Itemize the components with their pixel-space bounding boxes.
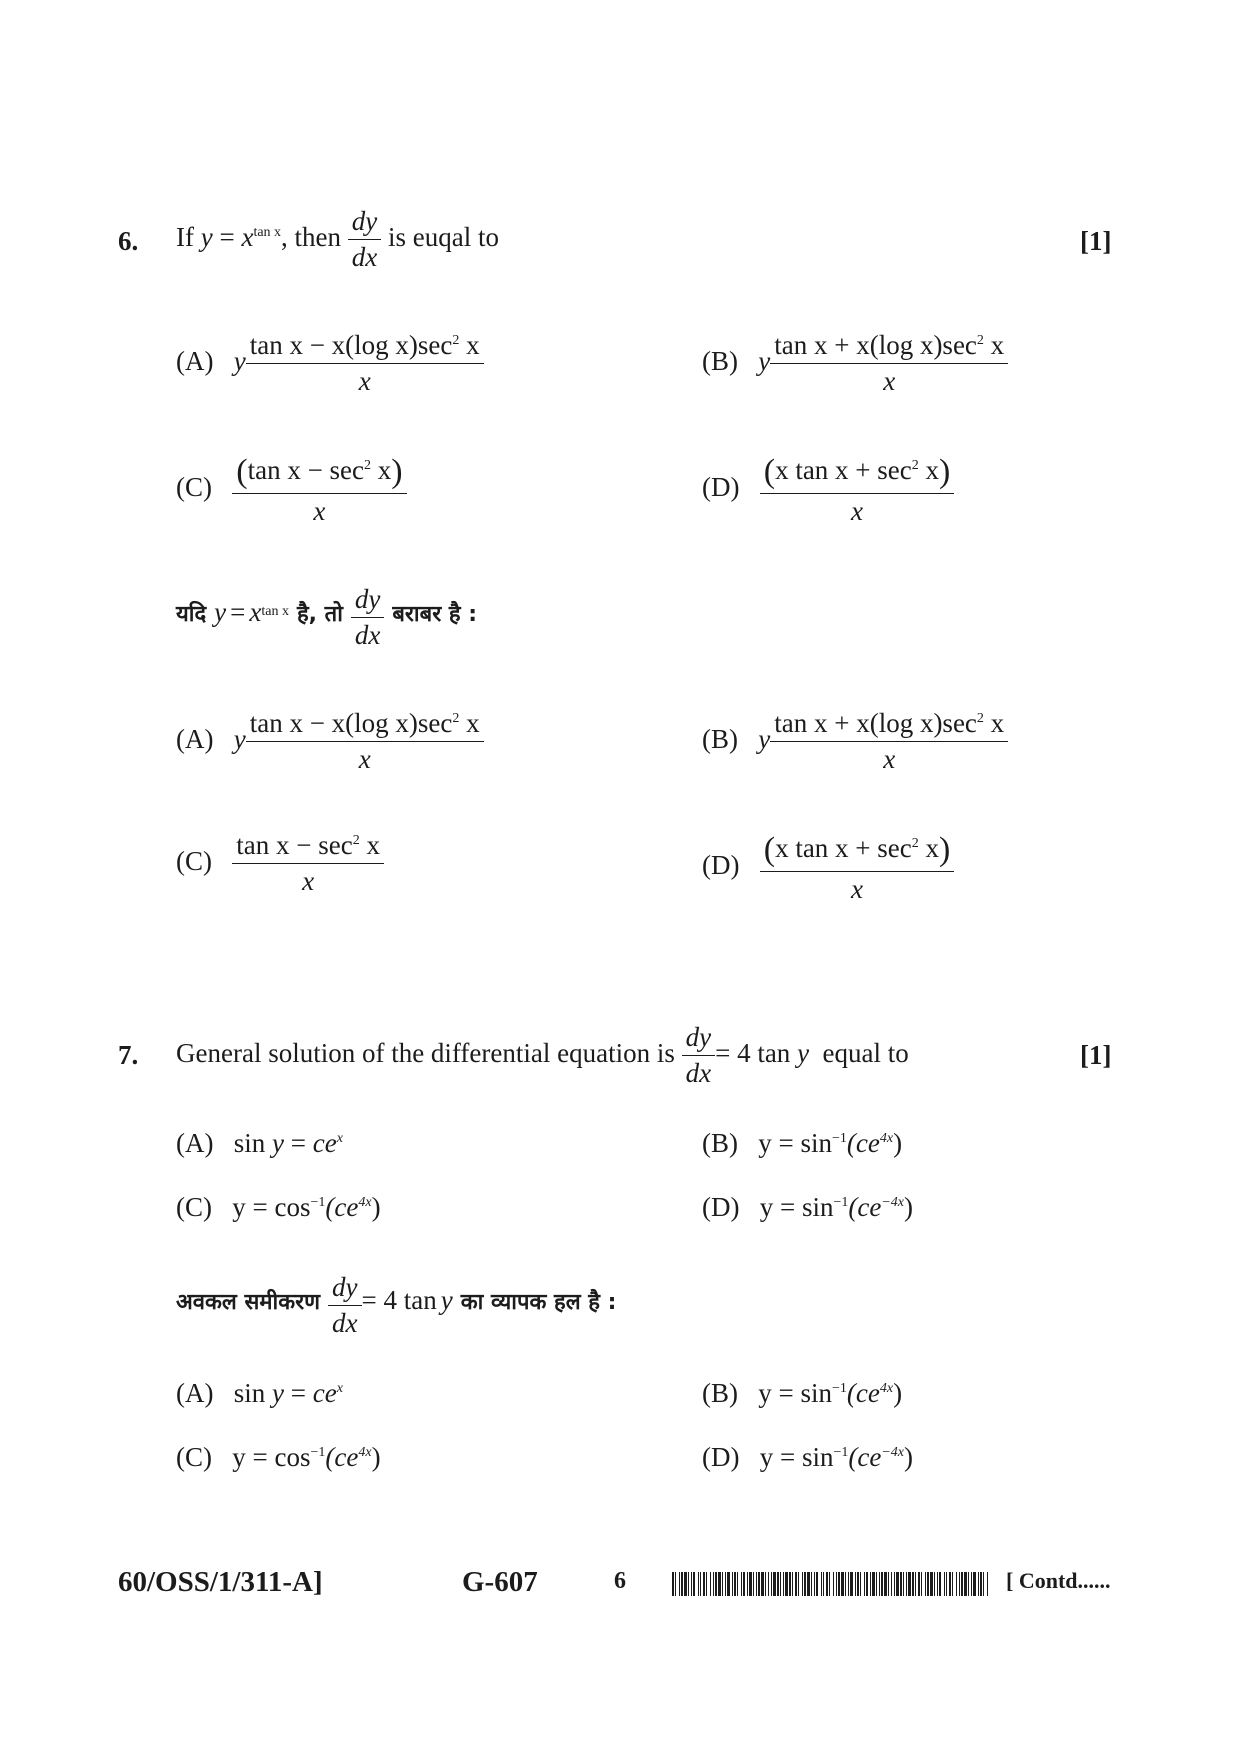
q7-hi-option-c [176,1442,381,1473]
q7-en-option-b [702,1128,902,1159]
q6-en-option-b [702,330,1008,397]
option-fraction [770,708,1008,775]
function-name: y = sin [758,1128,832,1158]
close-paren: ) [904,1442,914,1472]
question-6-marks: [1] [1080,226,1112,256]
var-y: y [272,1128,284,1158]
hindi-text: अवकल समीकरण [176,1290,321,1316]
option-label: (D) [702,471,740,502]
option-fraction [232,830,384,897]
function-name: sin [233,1128,266,1158]
exponent: x [336,1381,343,1396]
q7-en-option-d [702,1192,913,1223]
fraction-numerator [770,330,1008,364]
expression: ce [312,1128,337,1158]
fraction-denominator: x [313,496,326,527]
option-label: (A) [176,1378,214,1408]
expression: (ce [325,1442,359,1472]
option-label: (B) [702,345,738,376]
fraction-numerator [770,708,1008,742]
question-6-stem-en [176,206,499,273]
open-paren: ( [763,831,776,868]
exponent: 2 [452,711,460,726]
numerator-part: x [371,455,392,485]
function-name: y = sin [759,1192,834,1222]
numerator-part: x [983,330,1005,360]
option-fraction [760,830,955,905]
var-y: y [440,1285,453,1316]
option-label: (C) [176,471,212,502]
inverse-exponent: −1 [310,1445,326,1460]
hindi-text: यदि [176,602,207,628]
expression: ce [312,1378,337,1408]
inverse-exponent: −1 [833,1195,849,1210]
option-label: (D) [702,1442,740,1472]
numerator-part: x tan x + sec [775,833,912,863]
exponent: 2 [352,833,360,848]
expression: (ce [848,1192,882,1222]
function-name: sin [233,1378,266,1408]
footer-series-code: G-607 [462,1566,538,1598]
footer-page-number: 6 [614,1568,626,1594]
exponent: 2 [911,458,919,473]
close-paren: ) [904,1192,914,1222]
exponent: 4x [358,1445,372,1460]
question-7-stem-hi [176,1272,616,1339]
q7-en-option-c [176,1192,381,1223]
option-label: (A) [176,723,214,754]
stem-word: General solution of the differential equation is [176,1037,675,1068]
option-label: (D) [702,1192,740,1222]
stem-word: is euqal to [388,221,500,252]
fraction-denominator: x [851,874,864,905]
question-7-number: 7. [118,1040,139,1070]
var-y: y [758,345,771,376]
close-paren: ) [893,1128,903,1158]
exponent: 2 [452,333,460,348]
fraction-denominator: x [883,366,896,397]
inverse-exponent: −1 [310,1195,326,1210]
equals-sign: = [230,597,246,628]
hindi-text: है, तो [296,602,343,628]
function-name: y = sin [759,1442,834,1472]
fraction-denominator: dx [354,620,381,651]
q6-hi-option-a [176,708,484,775]
var-y: y [272,1378,284,1408]
q7-hi-option-d [702,1442,913,1473]
exponent: tan x [253,224,282,240]
numerator-part: tan x − x(log x)sec [249,708,453,738]
option-label: (C) [176,845,212,876]
fraction-dy-dx [351,584,384,651]
fraction-denominator: x [302,866,315,897]
option-label: (C) [176,1192,212,1222]
option-label: (D) [702,849,740,880]
numerator-part: tan x − sec [247,455,365,485]
close-paren: ) [371,1442,381,1472]
barcode-stripe [987,1572,988,1596]
fraction-numerator: dy [328,1272,361,1306]
numerator-part: x [983,708,1005,738]
fraction-numerator: dy [682,1022,715,1056]
question-7-marks: [1] [1080,1040,1112,1070]
exponent: 4x [879,1131,894,1146]
close-paren: ) [939,453,951,490]
equals-sign: = [219,221,235,252]
inverse-exponent: −1 [832,1131,847,1146]
numerator-part: tan x + x(log x)sec [774,708,977,738]
fraction-dy-dx [682,1022,715,1089]
exponent: tan x [261,603,289,619]
option-label: (B) [702,1378,738,1408]
fraction-numerator [232,830,384,864]
option-label: (C) [176,1442,212,1472]
equation-rhs: = 4 tan [361,1285,437,1316]
option-label: (A) [176,345,214,376]
var-x: x [249,597,262,628]
exponent: −4x [881,1195,905,1210]
numerator-part: x tan x + sec [775,455,912,485]
exponent: 2 [976,711,984,726]
q7-hi-option-b [702,1378,902,1409]
option-fraction [232,452,406,527]
numerator-part: x [359,830,380,860]
question-6-stem-hi [176,584,477,651]
equals-sign: = [283,1378,313,1408]
fraction-dy-dx [328,1272,361,1339]
numerator-part: x [918,833,939,863]
close-paren: ) [939,831,951,868]
fraction-numerator: dy [351,584,384,618]
stem-word: , then [281,221,342,252]
stem-word: If [176,221,194,252]
fraction-numerator [232,452,406,494]
close-paren: ) [893,1378,903,1408]
q7-hi-option-a [176,1378,343,1409]
var-y: y [797,1037,810,1068]
option-fraction [246,708,484,775]
q6-en-option-d [702,452,954,527]
fraction-denominator: x [883,744,896,775]
var-y: y [233,723,246,754]
fraction-numerator: dy [348,206,381,240]
question-6-number: 6. [118,226,139,256]
option-fraction [246,330,484,397]
exponent: 2 [911,836,919,851]
numerator-part: x [459,330,480,360]
function-name: y = cos [232,1192,311,1222]
close-paren: ) [391,453,403,490]
var-y: y [758,723,771,754]
fraction-numerator [246,708,484,742]
expression: (ce [848,1442,882,1472]
hindi-text: का व्यापक हल है : [460,1290,617,1316]
var-y: y [214,597,227,628]
expression: (ce [846,1378,880,1408]
var-x: x [241,221,254,252]
q6-hi-option-c [176,830,384,897]
fraction-dy-dx [348,206,381,273]
open-paren: ( [763,453,776,490]
var-y: y [200,221,213,252]
fraction-denominator: dx [332,1308,358,1339]
option-fraction [770,330,1008,397]
fraction-denominator: dx [685,1058,712,1089]
expression: (ce [846,1128,880,1158]
open-paren: ( [236,453,248,490]
footer-contd: [ Contd...... [1006,1568,1111,1593]
question-7-stem-en [176,1022,909,1089]
inverse-exponent: −1 [832,1381,847,1396]
numerator-part: tan x − x(log x)sec [249,330,453,360]
function-name: y = cos [232,1442,311,1472]
var-y: y [233,345,246,376]
expression: (ce [325,1192,359,1222]
exponent: x [336,1131,343,1146]
footer-paper-code: 60/OSS/1/311-A] [118,1566,323,1598]
fraction-denominator: x [358,366,371,397]
close-paren: ) [371,1192,381,1222]
q6-en-option-a [176,330,484,397]
q6-en-option-c [176,452,407,527]
fraction-numerator [246,330,484,364]
function-name: y = sin [758,1378,832,1408]
exponent: 4x [358,1195,372,1210]
exponent: 2 [364,458,372,473]
fraction-numerator [760,830,955,872]
option-label: (B) [702,723,738,754]
option-fraction [760,452,955,527]
fraction-denominator: x [358,744,371,775]
numerator-part: tan x + x(log x)sec [774,330,977,360]
numerator-part: x [918,455,939,485]
numerator-part: x [459,708,480,738]
equation-rhs: = 4 tan [715,1037,791,1068]
q6-hi-option-d [702,830,954,905]
exponent: 4x [879,1381,894,1396]
exponent: −4x [881,1445,905,1460]
option-label: (B) [702,1128,738,1158]
stem-word: equal to [822,1037,909,1068]
option-label: (A) [176,1128,214,1158]
fraction-denominator: x [851,496,864,527]
q6-hi-option-b [702,708,1008,775]
q7-en-option-a [176,1128,343,1159]
hindi-text: बराबर है : [392,602,477,628]
numerator-part: tan x − sec [236,830,353,860]
fraction-numerator [760,452,955,494]
inverse-exponent: −1 [833,1445,849,1460]
barcode [672,1572,990,1596]
fraction-denominator: dx [351,242,378,273]
equals-sign: = [283,1128,313,1158]
exponent: 2 [976,333,984,348]
